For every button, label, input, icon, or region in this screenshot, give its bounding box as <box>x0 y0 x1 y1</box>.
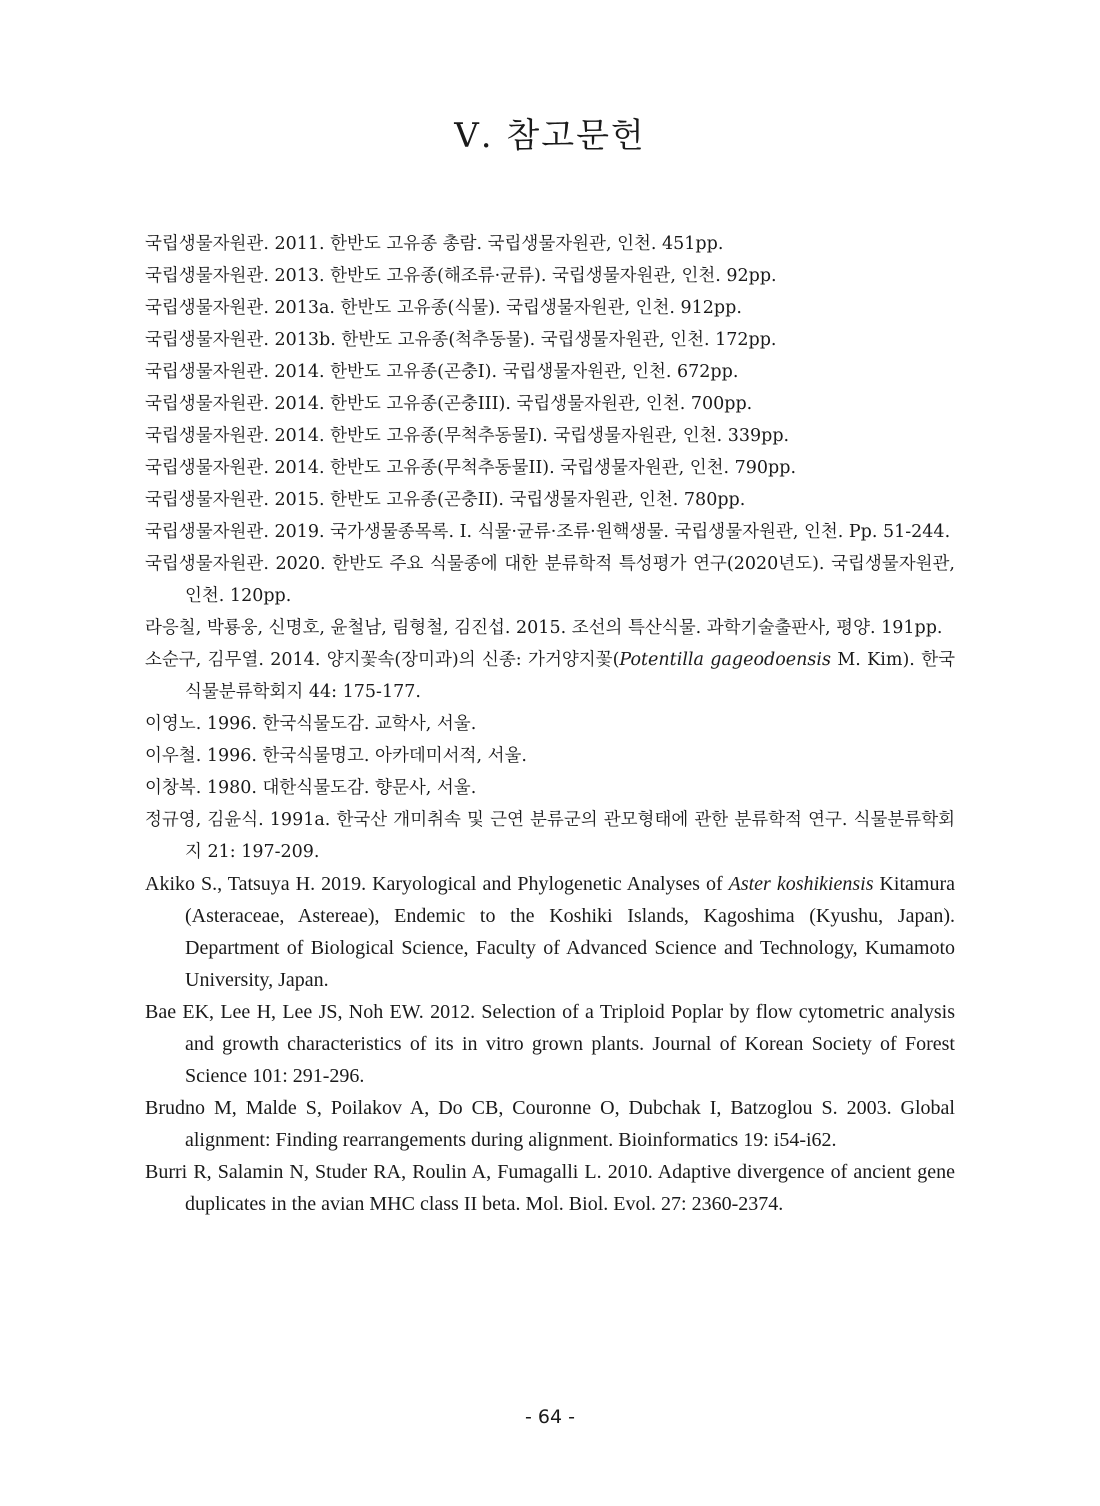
reference-item: 정규영, 김윤식. 1991a. 한국산 개미취속 및 근연 분류군의 관모형태에 관한 분류학적 연구. 식물분류학회지 21: 197-209. <box>145 810 955 862</box>
reference-item: 국립생물자원관. 2014. 한반도 고유종(무척추동물II). 국립생물자원관, 인천. 790pp. <box>145 458 797 478</box>
reference-item <box>145 868 955 996</box>
reference-item: 국립생물자원관. 2013a. 한반도 고유종(식물). 국립생물자원관, 인천. 912pp. <box>145 298 742 318</box>
species-name: Potentilla gageodoensis <box>619 650 831 670</box>
reference-item: Brudno M, Malde S, Poilakov A, Do CB, Couronne O, Dubchak I, Batzoglou S. 2003. Global alignment: Finding rearrangements during alignment. Bioinformatics 19: i54-i62. <box>145 1097 955 1151</box>
reference-item <box>145 644 955 708</box>
reference-item: Burri R, Salamin N, Studer RA, Roulin A, Fumagalli L. 2010. Adaptive divergence of ancient gene duplicates in the avian MHC class II beta. Mol. Biol. Evol. 27: 2360-2374. <box>145 1161 955 1215</box>
page-number: - 64 - <box>525 1406 575 1428</box>
reference-text: Akiko S., Tatsuya H. 2019. Karyological and Phylogenetic Analyses of <box>145 873 729 895</box>
reference-item: 이영노. 1996. 한국식물도감. 교학사, 서울. <box>145 714 477 734</box>
reference-item: 국립생물자원관. 2015. 한반도 고유종(곤충II). 국립생물자원관, 인천. 780pp. <box>145 490 746 510</box>
species-name: Aster koshikiensis <box>728 873 874 895</box>
reference-item: 국립생물자원관. 2014. 한반도 고유종(무척추동물I). 국립생물자원관, 인천. 339pp. <box>145 426 790 446</box>
reference-item: 이창복. 1980. 대한식물도감. 향문사, 서울. <box>145 778 477 798</box>
reference-item: 국립생물자원관. 2013. 한반도 고유종(해조류·균류). 국립생물자원관, 인천. 92pp. <box>145 266 777 286</box>
reference-text: 소순구, 김무열. 2014. 양지꽃속(장미과)의 신종: 가거양지꽃( <box>145 650 620 670</box>
page-title: Ⅴ. 참고문헌 <box>454 116 646 156</box>
reference-item: Bae EK, Lee H, Lee JS, Noh EW. 2012. Selection of a Triploid Poplar by flow cytometric analysis and growth characteristics of its in vitro grown plants. Journal of Korean Society of Forest Science 101: 291-296. <box>145 1001 955 1087</box>
reference-item: 라응칠, 박룡웅, 신명호, 윤철남, 림형철, 김진섭. 2015. 조선의 특산식물. 과학기술출판사, 평양. 191pp. <box>145 618 943 638</box>
reference-item: 국립생물자원관. 2020. 한반도 주요 식물종에 대한 분류학적 특성평가 연구(2020년도). 국립생물자원관, 인천. 120pp. <box>145 554 955 606</box>
reference-item: 국립생물자원관. 2019. 국가생물종목록. I. 식물·균류·조류·원핵생물. 국립생물자원관, 인천. Pp. 51-244. <box>145 522 951 542</box>
reference-item: 국립생물자원관. 2014. 한반도 고유종(곤충I). 국립생물자원관, 인천. 672pp. <box>145 362 739 382</box>
reference-item: 이우철. 1996. 한국식물명고. 아카데미서적, 서울. <box>145 746 527 766</box>
reference-item: 국립생물자원관. 2013b. 한반도 고유종(척추동물). 국립생물자원관, 인천. 172pp. <box>145 330 777 350</box>
reference-list <box>145 228 955 1220</box>
reference-text: M. Kim). 한국식물분류학회지 44: 175-177. <box>185 650 955 702</box>
reference-item: 국립생물자원관. 2014. 한반도 고유종(곤충III). 국립생물자원관, 인천. 700pp. <box>145 394 753 414</box>
reference-text: Kitamura (Asteraceae, Astereae), Endemic to the Koshiki Islands, Kagoshima (Kyushu, Japan). Department of Biological Science, Faculty of Advanced Science and Technology, Kumamoto University, Japan. <box>185 873 956 991</box>
reference-item: 국립생물자원관. 2011. 한반도 고유종 총람. 국립생물자원관, 인천. 451pp. <box>145 234 724 254</box>
